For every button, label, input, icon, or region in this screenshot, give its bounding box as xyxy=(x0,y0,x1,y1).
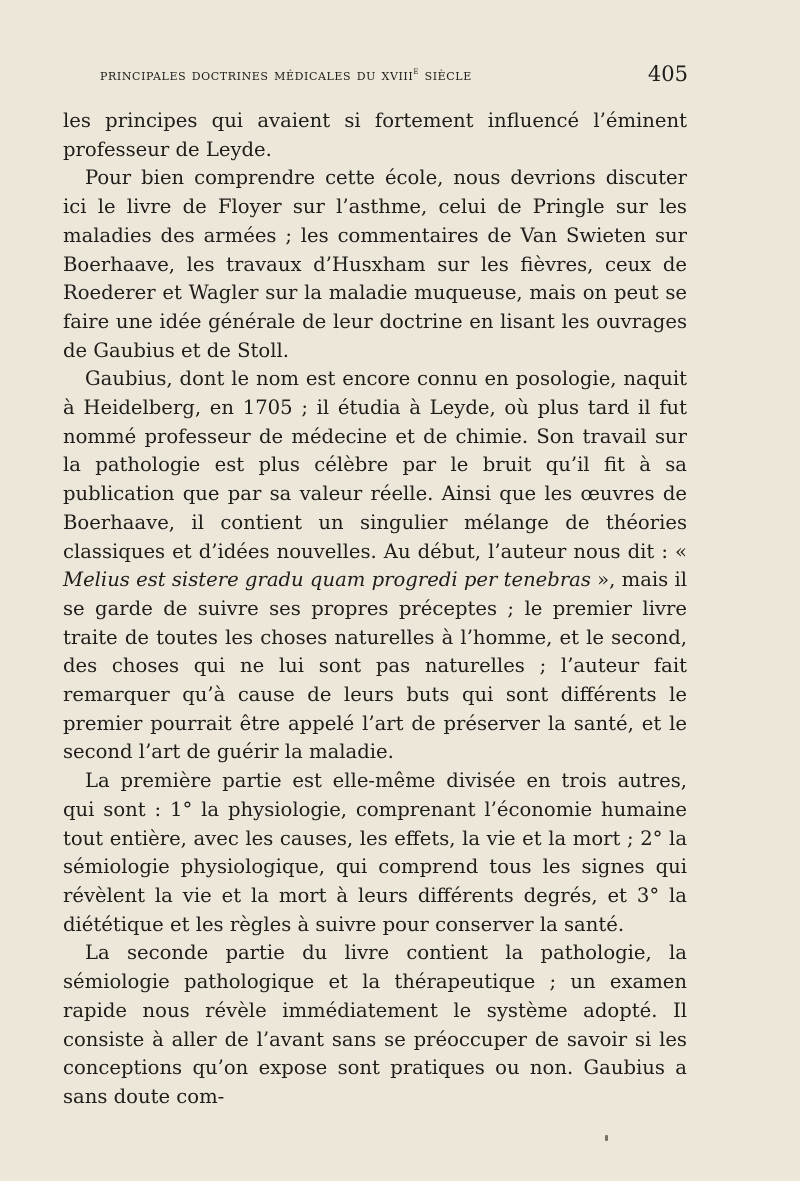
running-title-end: siècle xyxy=(419,66,472,85)
running-title-main: principales doctrines médicales du xviii xyxy=(100,66,414,85)
paper-speck xyxy=(605,1135,608,1141)
paragraph-5: La seconde partie du livre contient la pathologie, la sémiologie pathologique et la thérapeutique ; un examen rapide nous révèle immédiatement le système adopté. Il consiste à aller de l’avant sans se préoccuper de savoir si les conceptions qu’on expose sont pratiques ou non. Gaubius a sans doute com- xyxy=(63,941,687,1108)
running-head xyxy=(100,64,688,88)
latin-quotation: Melius est sistere gradu quam progredi per tenebras xyxy=(63,568,591,592)
paragraph-1: les principes qui avaient si fortement influencé l’éminent professeur de Leyde. xyxy=(63,109,687,161)
paragraph-4: La première partie est elle-même divisée en trois autres, qui sont : 1° la physiologie, comprenant l’économie humaine tout entière, avec les causes, les effets, la vie et la mort ; 2° la sémiologie physiologique, qui comprend tous les signes qui révèlent la vie et la mort à leurs différents degrés, et 3° la diététique et les règles à suivre pour conserver la santé. xyxy=(63,769,687,936)
paragraph-3-part-b: », mais il se garde de suivre ses propres préceptes ; le premier livre traite de toutes les choses naturelles à l’homme, et le second, des choses qui ne lui sont pas naturelles ; l’auteur fait remarquer qu’à cause de leurs buts qui sont différents le premier pourrait être appelé l’art de préserver la santé, et le second l’art de guérir la maladie. xyxy=(63,568,687,764)
paragraph-2: Pour bien comprendre cette école, nous devrions discuter ici le livre de Floyer sur l’asthme, celui de Pringle sur les maladies des armées ; les commentaires de Van Swieten sur Boerhaave, les travaux d’Husxham sur les fièvres, ceux de Roederer et Wagler sur la maladie muqueuse, mais on peut se faire une idée générale de leur doctrine en lisant les ouvrages de Gaubius et de Stoll. xyxy=(63,166,687,362)
running-title-superscript: e xyxy=(413,66,420,77)
paragraph-3 xyxy=(63,365,687,767)
running-title xyxy=(100,66,472,84)
paragraph-3-part-a: Gaubius, dont le nom est encore connu en posologie, naquit à Heidelberg, en 1705 ; il étudia à Leyde, où plus tard il fut nommé professeur de médecine et de chimie. Son travail sur la pathologie est plus célèbre par le bruit qu’il fit à sa publication que par sa valeur réelle. Ainsi que les œuvres de Boerhaave, il contient un singulier mélange de théories classiques et d’idées nouvelles. Au début, l’auteur nous dit : « xyxy=(63,367,687,563)
page-number: 405 xyxy=(647,62,688,86)
body-text xyxy=(63,107,687,1112)
